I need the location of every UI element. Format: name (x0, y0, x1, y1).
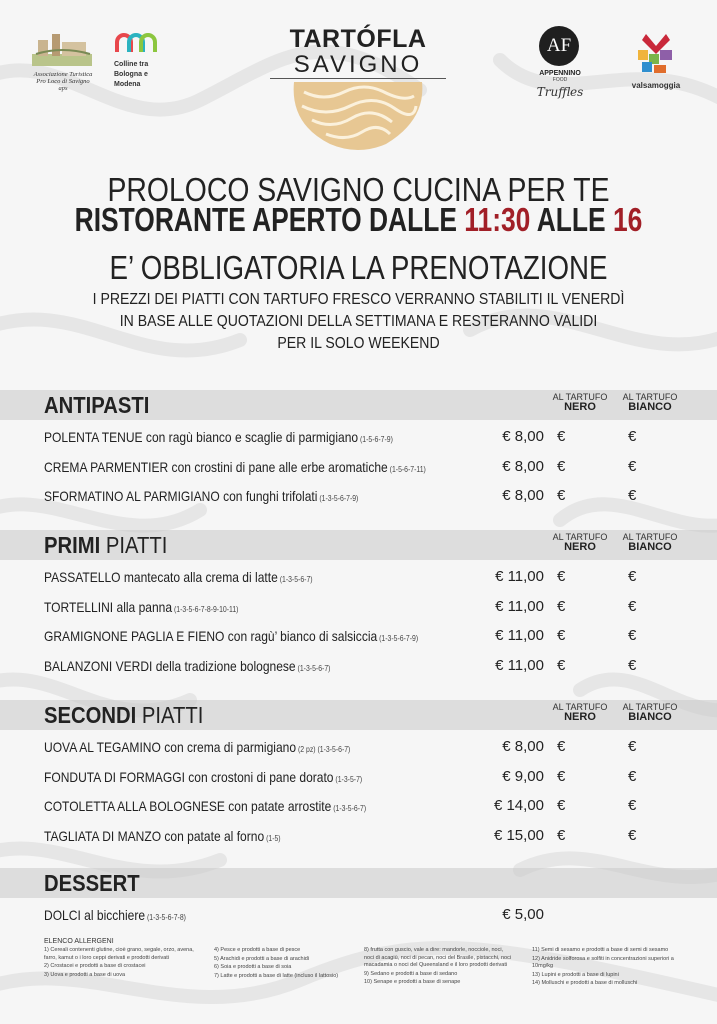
dish-description: della tradizione bolognese (152, 657, 296, 674)
truffle-price-nero: € (557, 826, 566, 844)
section-title (44, 391, 149, 419)
allergen-item: 5) Arachidi e prodotti a base di arachidi (214, 955, 310, 962)
dish-allergens: (2 pz) (1-3-5-6-7) (296, 745, 351, 754)
column-header-nero-label: NERO (564, 711, 596, 723)
column-header-nero (552, 533, 608, 553)
dish-allergens: (1-3-5-6-7-9) (317, 494, 359, 503)
section-title-bold: DESSERT (44, 870, 140, 896)
truffle-price-bianco: € (628, 428, 637, 445)
proloco-logo (32, 32, 94, 92)
dish-name: SFORMATINO AL PARMIGIANO (44, 488, 220, 504)
truffle-price-bianco: € (628, 656, 637, 674)
valsamoggia-name: valsamoggia (631, 81, 681, 90)
truffle-price-nero: € (557, 627, 566, 644)
tartofla-subtitle: SAVIGNO (293, 51, 423, 78)
section-title (44, 701, 203, 729)
section-title (44, 531, 167, 559)
dish-price: € 15,00 (493, 826, 544, 844)
menu-item (44, 797, 366, 818)
dish-description: con ragù bianco e scaglie di parmigiano (142, 429, 359, 445)
colline-text-2: Bologna e (114, 71, 148, 78)
price-notice-1: I PREZZI DEI PIATTI CON TARTUFO FRESCO VERRANNO STABILITI IL VENERDÌ (92, 291, 625, 308)
dish-description: con patate al forno (161, 827, 265, 844)
af-name: APPENNINO (539, 70, 581, 77)
valsamoggia-mosaic-icon (630, 32, 682, 74)
dish-allergens: (1-3-5-6-7-8-9-10-11) (172, 604, 239, 614)
truffle-price-bianco: € (628, 568, 637, 585)
opening-hours (72, 202, 646, 238)
section-title-bold: ANTIPASTI (44, 392, 150, 418)
allergen-item: 11) Semi di sesamo e prodotti a base di semi di sesamo (532, 947, 669, 953)
colline-arches-icon (114, 30, 158, 54)
allergen-item: 10) Senape e prodotti a base di senape (364, 979, 461, 985)
dish-allergens: (1-5) (264, 833, 281, 843)
colline-text-3: Modena (114, 81, 141, 88)
dish-name: BALANZONI VERDI (44, 657, 153, 674)
menu-item (44, 738, 350, 759)
dish-name: COTOLETTA ALLA BOLOGNESE (44, 798, 225, 814)
section-title-bold: SECONDI (44, 702, 137, 728)
dish-price: € 14,00 (493, 797, 544, 814)
section-title-light: PIATTI (136, 702, 204, 728)
dish-price: € 11,00 (495, 568, 544, 585)
dish-price: € 8,00 (502, 428, 544, 445)
dish-name: TORTELLINI (44, 598, 114, 615)
truffle-price-nero: € (557, 797, 566, 814)
column-header-nero-top: AL TARTUFO (552, 392, 608, 402)
allergen-col-4 (532, 947, 682, 989)
dish-price: € 8,00 (502, 738, 544, 755)
column-header-nero (552, 703, 608, 723)
dish-price: € 5,00 (502, 906, 544, 923)
dish-name: POLENTA TENUE (44, 429, 143, 445)
menu-item (44, 768, 362, 789)
allergen-item: 2) Crostacei e prodotti a base di crostacei (44, 963, 146, 969)
allergen-item: 3) Uova e prodotti a base di uova (44, 971, 126, 978)
reservation-required: E’ OBBLIGATORIA LA PRENOTAZIONE (109, 249, 608, 286)
truffle-price-nero: € (557, 738, 566, 755)
dish-name: FONDUTA DI FORMAGGI (44, 768, 185, 785)
menu-item (44, 827, 281, 848)
dish-name: GRAMIGNONE PAGLIA E FIENO (44, 628, 225, 644)
dish-allergens: (1-3-5-6-7-9) (377, 634, 419, 643)
section-title (44, 869, 140, 897)
dish-description: con ragù’ bianco di salsiccia (224, 628, 378, 644)
dish-name: TAGLIATA DI MANZO (44, 827, 162, 844)
column-header-nero-label: NERO (564, 401, 596, 413)
section-title-bold: PRIMI (44, 532, 101, 558)
menu-item (44, 627, 418, 648)
column-header-nero-top: AL TARTUFO (552, 702, 608, 712)
opening-time-end: 16 (613, 201, 643, 238)
truffle-price-nero: € (557, 457, 566, 475)
column-header-bianco-label: BIANCO (628, 711, 672, 723)
truffle-price-nero: € (557, 568, 566, 585)
truffle-slice-icon (290, 80, 426, 152)
dish-allergens: (1-3-5-6-7) (295, 663, 331, 673)
column-header-bianco-top: AL TARTUFO (622, 702, 678, 712)
allergen-item: 9) Sedano e prodotti a base di sedano (364, 970, 458, 977)
dish-description: con funghi trifolati (219, 488, 318, 504)
dish-price: € 11,00 (495, 597, 544, 615)
af-mark: AF (539, 26, 579, 66)
dish-price: € 9,00 (502, 767, 544, 785)
column-header-bianco (622, 703, 678, 723)
allergen-item: 1) Cereali contenenti glutine, cioè grano, segale, orzo, avena, farro, kamut o i loro ceppi derivati e prodotti derivati (44, 947, 194, 961)
opening-time-start: 11:30 (464, 201, 531, 238)
dish-allergens: (1-3-5-6-7-8) (145, 913, 186, 922)
dish-allergens: (1-3-5-7) (333, 774, 363, 784)
price-notice-2: IN BASE ALLE QUOTAZIONI DELLA SETTIMANA E RESTERANNO VALIDI (119, 313, 598, 330)
menu-item (44, 657, 330, 678)
allergen-col-2 (214, 947, 344, 981)
colline-logo (114, 30, 174, 89)
opening-text-a: RISTORANTE APERTO DALLE (74, 201, 465, 238)
proloco-caption-2: Pro Loco di Savigno aps (36, 78, 90, 92)
menu-item (44, 906, 186, 927)
colline-text-1: Colline tra (114, 61, 149, 68)
price-notice-3: PER IL SOLO WEEKEND (277, 335, 440, 352)
truffle-price-bianco: € (628, 487, 637, 504)
dish-description: con patate arrostite (224, 798, 332, 814)
column-header-bianco-label: BIANCO (628, 541, 672, 553)
dish-name: CREMA PARMENTIER (44, 458, 169, 475)
truffle-price-nero: € (557, 656, 566, 674)
column-header-bianco (622, 533, 678, 553)
column-header-nero (552, 393, 608, 413)
dish-allergens: (1-3-5-6-7) (277, 575, 313, 584)
dish-allergens: (1-5-6-7-11) (387, 464, 426, 474)
dish-description: con crema di parmigiano (160, 739, 297, 755)
menu-item (44, 428, 393, 449)
opening-text-c: ALLE (530, 201, 613, 238)
dish-description: con crostoni di pane dorato (184, 768, 334, 785)
dish-description: alla panna (113, 598, 173, 615)
castle-illustration-icon (32, 32, 92, 66)
dish-price: € 8,00 (502, 487, 544, 504)
allergen-item: 13) Lupini e prodotti a base di lupini (532, 971, 619, 978)
column-header-nero-top: AL TARTUFO (552, 532, 608, 542)
allergen-item: 14) Molluschi e prodotti a base di molluschi (532, 980, 638, 986)
af-food: FOOD (552, 77, 568, 83)
dish-description: con crostini di pane alle erbe aromatiche (168, 458, 388, 475)
column-header-nero-label: NERO (564, 541, 596, 553)
dish-name: PASSATELLO (44, 569, 121, 585)
tartofla-title: TARTÓFLA (289, 25, 427, 53)
dish-price: € 8,00 (502, 457, 544, 475)
truffle-price-bianco: € (628, 826, 637, 844)
valsamoggia-logo (630, 32, 682, 90)
truffle-price-nero: € (557, 767, 566, 785)
dish-price: € 11,00 (495, 656, 544, 674)
allergen-item: 12) Anidride solforosa e solfiti in concentrazioni superiori a 10mg/kg (532, 955, 674, 969)
allergen-title: ELENCO ALLERGENI (44, 938, 114, 945)
column-header-bianco (622, 393, 678, 413)
menu-item (44, 458, 426, 479)
dish-price: € 11,00 (495, 627, 544, 644)
dish-name: UOVA AL TEGAMINO (44, 739, 161, 755)
column-header-bianco-top: AL TARTUFO (622, 392, 678, 402)
dish-allergens: (1-3-5-6-7) (331, 804, 367, 813)
allergen-item: 7) Latte e prodotti a base di latte (incluso il lattosio) (214, 972, 339, 979)
truffle-price-bianco: € (628, 738, 637, 755)
truffle-price-nero: € (557, 487, 566, 504)
truffle-price-bianco: € (628, 797, 637, 814)
allergen-item: 4) Pesce e prodotti a base di pesce (214, 947, 301, 953)
truffle-price-nero: € (557, 428, 566, 445)
dish-name: DOLCI (44, 907, 81, 923)
menu-item (44, 487, 358, 508)
truffle-price-bianco: € (628, 627, 637, 644)
allergen-col-3 (364, 947, 514, 988)
header-line-1: PROLOCO SAVIGNO CUCINA PER TE (107, 171, 610, 208)
menu-item (44, 568, 313, 589)
tartofla-logo (270, 24, 446, 150)
truffle-price-bianco: € (628, 457, 637, 475)
column-header-bianco-label: BIANCO (628, 401, 672, 413)
column-header-bianco-top: AL TARTUFO (622, 532, 678, 542)
allergen-item: 8) frutta con guscio, vale a dire: mandorle, nocciole, noci, noci di acagiù, noci di pecan, noci del Brasile, pistacchi, noci macadamia o noci del Queensland e il loro prodotti derivati (364, 947, 512, 968)
dish-description: mantecato alla crema di latte (120, 569, 278, 585)
dish-allergens: (1-5-6-7-9) (358, 435, 393, 444)
menu-item (44, 598, 238, 619)
truffle-price-nero: € (557, 597, 566, 615)
allergen-item: 6) Soia e prodotti a base di soia (214, 964, 292, 970)
tartofla-rule (270, 78, 446, 79)
proloco-caption-1: Associazione Turistica (33, 71, 93, 78)
appennino-food-logo (527, 26, 593, 99)
dish-description: al bicchiere (80, 907, 146, 923)
section-title-light: PIATTI (100, 532, 168, 558)
af-truffles: Truffles (536, 85, 584, 99)
truffle-price-bianco: € (628, 597, 637, 615)
truffle-price-bianco: € (628, 767, 637, 785)
allergen-col-1 (44, 947, 194, 980)
